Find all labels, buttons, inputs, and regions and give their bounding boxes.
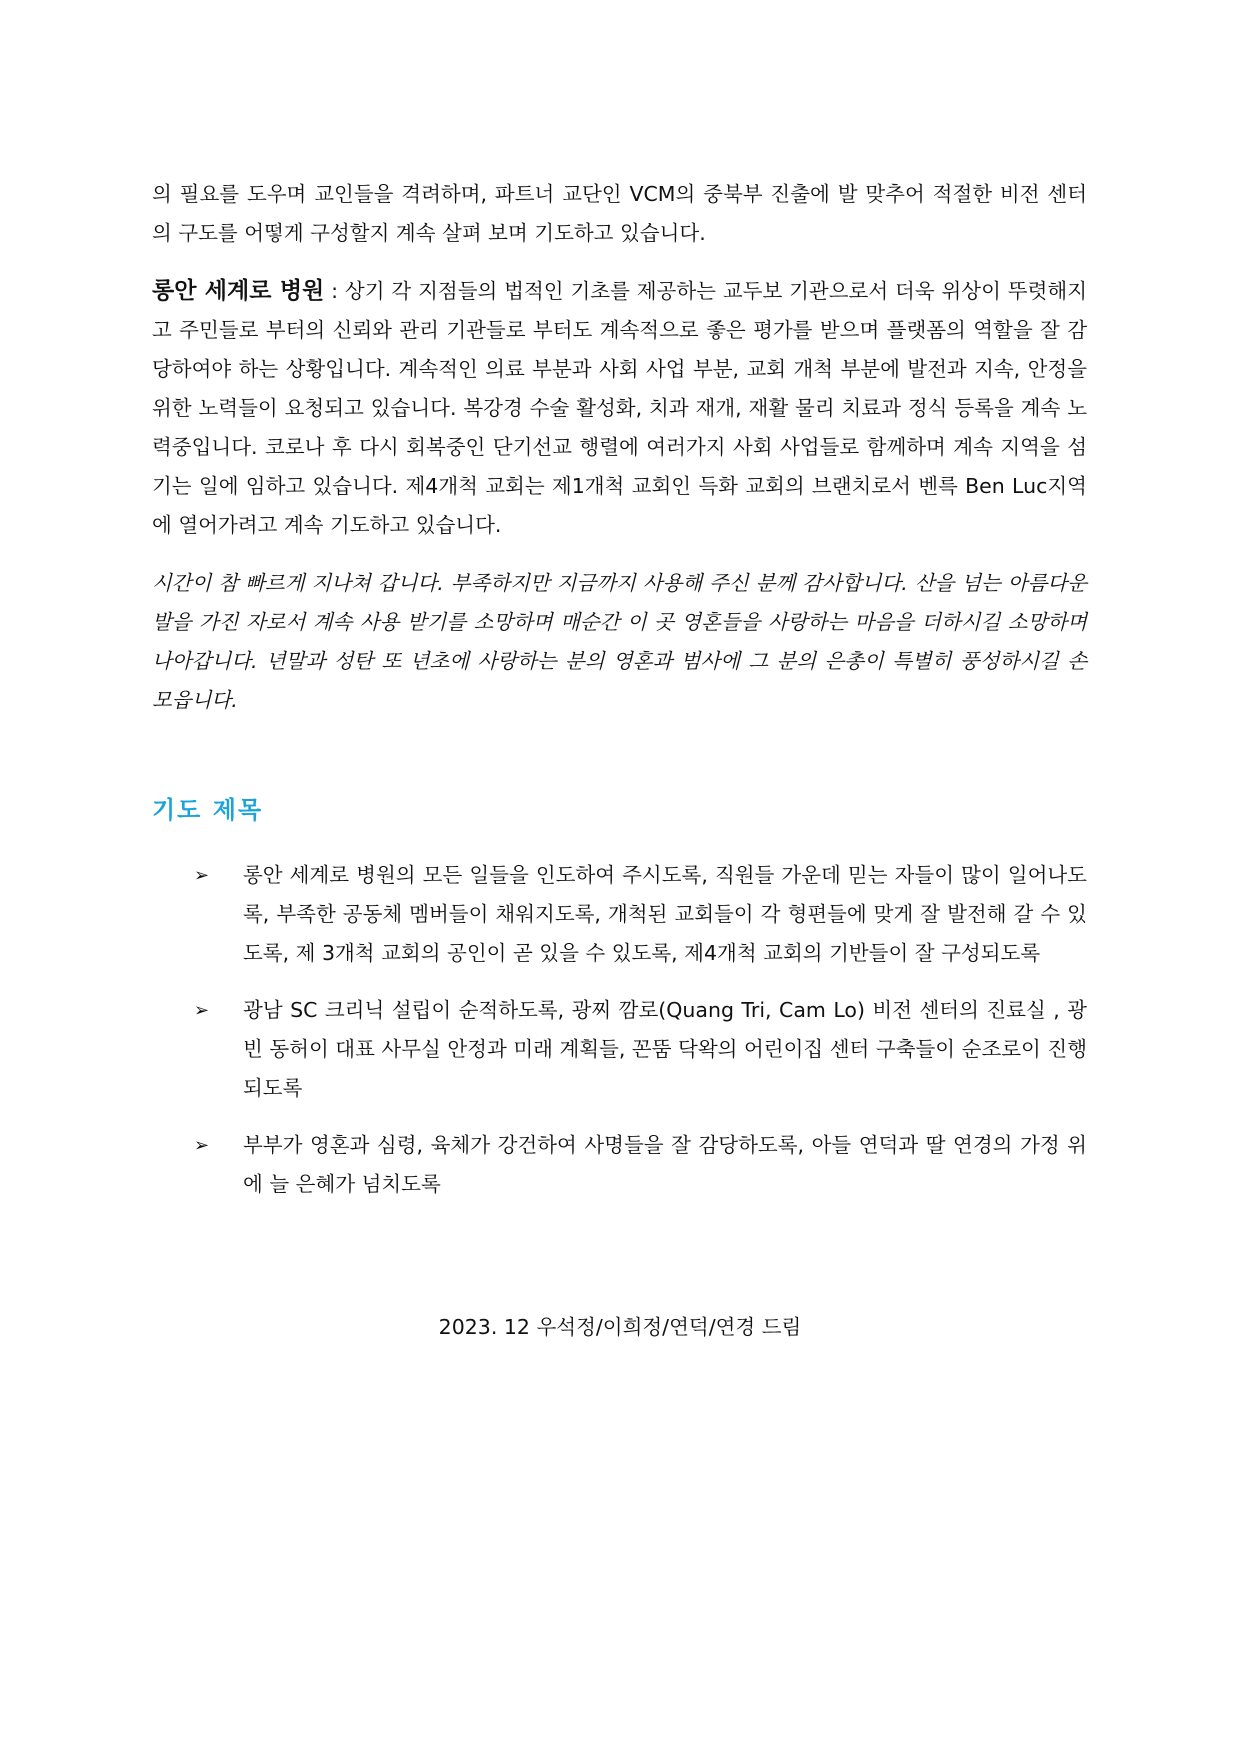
prayer-item	[152, 856, 1087, 973]
arrow-bullet-icon: ➢	[194, 1135, 210, 1156]
intro-paragraph: 의 필요를 도우며 교인들을 격려하며, 파트너 교단인 VCM의 중북부 진출에 발 맞추어 적절한 비전 센터의 구도를 어떻게 구성할지 계속 살펴 보며 기도하고 있습니다.	[152, 182, 1087, 245]
prayer-item	[152, 1126, 1087, 1204]
signature-line: 2023. 12 우석정/이희정/연덕/연경 드림	[438, 1315, 802, 1339]
prayer-item-text: 부부가 영혼과 심령, 육체가 강건하여 사명들을 잘 감당하도록, 아들 연덕과 딸 연경의 가정 위에 늘 은혜가 넘치도록	[243, 1133, 1087, 1196]
prayer-item	[152, 991, 1087, 1108]
prayer-item-text: 롱안 세계로 병원의 모든 일들을 인도하여 주시도록, 직원들 가운데 믿는 자들이 많이 일어나도록, 부족한 공동체 멤버들이 채워지도록, 개척된 교회들이 각 형편들에 맞게 잘 발전해 갈 수 있도록, 제 3개척 교회의 공인이 곧 있을 수 있도록, 제4개척 교회의 기반들이 잘 구성되도록	[243, 863, 1087, 965]
hospital-paragraph	[152, 272, 1087, 545]
prayer-section-title: 기도 제목	[152, 796, 264, 824]
closing-paragraph: 시간이 참 빠르게 지나쳐 갑니다. 부족하지만 지금까지 사용해 주신 분께 감사합니다. 산을 넘는 아름다운 발을 가진 자로서 계속 사용 받기를 소망하며 매순간 이 곳 영혼들을 사랑하는 마음을 더하시길 소망하며 나아갑니다. 년말과 성탄 또 년초에 사랑하는 분의 영혼과 범사에 그 분의 은총이 특별히 풍성하시길 손 모읍니다.	[152, 571, 1087, 712]
hospital-text: : 상기 각 지점들의 법적인 기초를 제공하는 교두보 기관으로서 더욱 위상이 뚜렷해지고 주민들로 부터의 신뢰와 관리 기관들로 부터도 계속적으로 좋은 평가를 받으며 플랫폼의 역할을 잘 감당하여야 하는 상황입니다. 계속적인 의료 부분과 사회 사업 부분, 교회 개척 부분에 발전과 지속, 안정을 위한 노력들이 요청되고 있습니다. 복강경 수술 활성화, 치과 재개, 재활 물리 치료과 정식 등록을 계속 노력중입니다. 코로나 후 다시 회복중인 단기선교 행렬에 여러가지 사회 사업들로 함께하며 계속 지역을 섬기는 일에 임하고 있습니다. 제4개척 교회는 제1개척 교회인 득화 교회의 브랜치로서 벤륵 Ben Luc지역에 열어가려고 계속 기도하고 있습니다.	[152, 279, 1087, 537]
prayer-item-text: 광남 SC 크리닉 설립이 순적하도록, 광찌 깜로(Quang Tri, Cam Lo) 비전 센터의 진료실 , 광빈 동허이 대표 사무실 안정과 미래 계획들, 꼰뚬 닥왁의 어린이집 센터 구축들이 순조로이 진행되도록	[243, 998, 1087, 1100]
arrow-bullet-icon: ➢	[194, 1000, 210, 1021]
prayer-list	[152, 856, 1087, 1222]
hospital-label: 롱안 세계로 병원	[152, 278, 325, 304]
arrow-bullet-icon: ➢	[194, 865, 210, 886]
